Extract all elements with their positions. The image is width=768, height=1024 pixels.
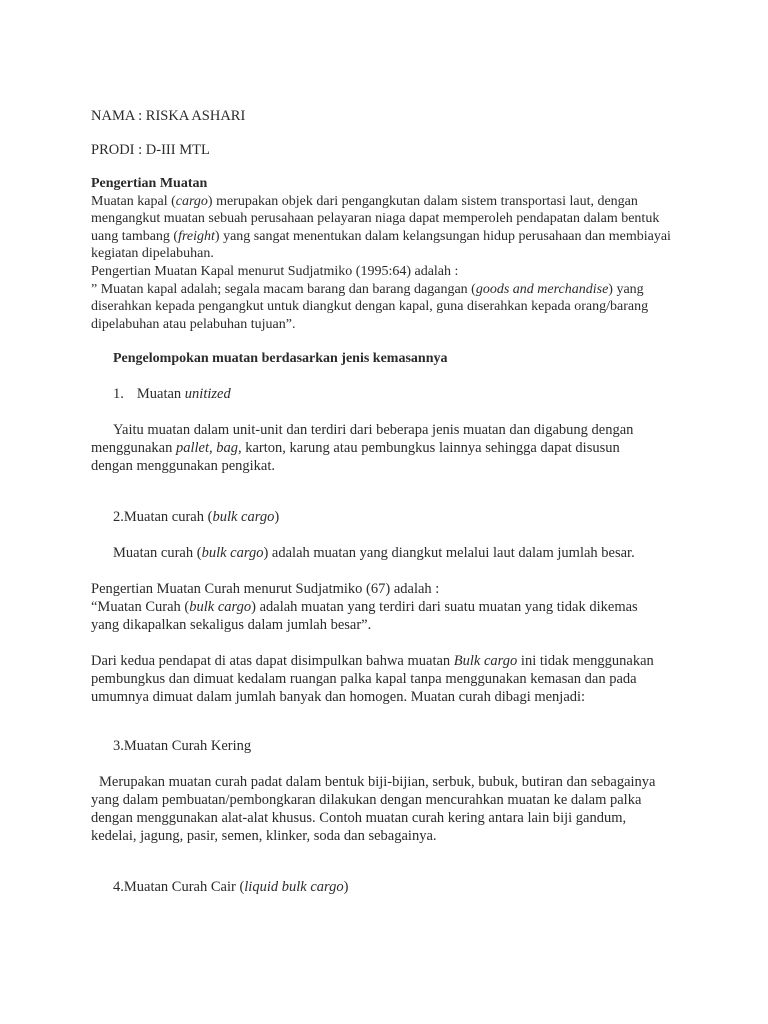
list-item-title: 1. Muatan unitized [113,386,231,402]
student-name: NAMA : RISKA ASHARI [91,108,246,124]
quote-line: yang dikapalkan sekaligus dalam jumlah besar”. [91,617,372,633]
quote-line: diserahkan kepada pengangkut untuk diangkut dengan kapal, guna diserahkan kepada orang/barang [91,299,649,314]
paragraph-line: uang tambang (freight) yang sangat menentukan dalam kelangsungan hidup perusahaan dan membiayai [91,229,671,244]
paragraph-line: kedelai, jagung, pasir, semen, klinker, soda dan sebagainya. [91,828,437,844]
paragraph-line: Muatan curah (bulk cargo) adalah muatan yang diangkut melalui laut dalam jumlah besar. [113,545,635,561]
section-heading-pengelompokan: Pengelompokan muatan berdasarkan jenis kemasannya [113,351,448,366]
paragraph-line: pembungkus dan dimuat kedalam ruangan palka kapal tanpa menggunakan kemasan dan pada [91,671,637,687]
section-heading-pengertian: Pengertian Muatan [91,176,208,191]
list-item-title: 2.Muatan curah (bulk cargo) [113,509,280,525]
paragraph-line: Muatan kapal (cargo) merupakan objek dari pengangkutan dalam sistem transportasi laut, dengan [91,194,638,209]
quote-line: dipelabuhan atau pelabuhan tujuan”. [91,317,296,332]
list-item-title: 4.Muatan Curah Cair (liquid bulk cargo) [113,879,349,895]
paragraph-line: Pengertian Muatan Kapal menurut Sudjatmiko (1995:64) adalah : [91,264,459,279]
paragraph-line: Dari kedua pendapat di atas dapat disimpulkan bahwa muatan Bulk cargo ini tidak menggunakan [91,653,654,669]
paragraph-line: dengan menggunakan pengikat. [91,458,276,474]
quote-line: “Muatan Curah (bulk cargo) adalah muatan yang terdiri dari suatu muatan yang tidak dikemas [91,599,638,615]
list-item-title: 3.Muatan Curah Kering [113,738,252,754]
paragraph-line: Merupakan muatan curah padat dalam bentuk biji-bijian, serbuk, bubuk, butiran dan sebagainya [99,774,656,790]
paragraph-line: dengan menggunakan alat-alat khusus. Contoh muatan curah kering antara lain biji gandum, [91,810,627,826]
paragraph-line: umumnya dimuat dalam jumlah banyak dan homogen. Muatan curah dibagi menjadi: [91,689,586,705]
quote-line: ” Muatan kapal adalah; segala macam barang dan barang dagangan (goods and merchandise) yang [91,282,644,297]
paragraph-line: menggunakan pallet, bag, karton, karung atau pembungkus lainnya sehingga dapat disusun [91,440,620,456]
study-program: PRODI : D-III MTL [91,142,210,158]
paragraph-line: Pengertian Muatan Curah menurut Sudjatmiko (67) adalah : [91,581,440,597]
paragraph-line: Yaitu muatan dalam unit-unit dan terdiri dari beberapa jenis muatan dan digabung dengan [113,422,634,438]
paragraph-line: mengangkut muatan sebuah perusahaan pelayaran niaga dapat memperoleh pendapatan dalam bentuk [91,211,660,226]
paragraph-line: yang dalam pembuatan/pembongkaran dilakukan dengan mencurahkan muatan ke dalam palka [91,792,642,808]
paragraph-line: kegiatan dipelabuhan. [91,246,214,261]
